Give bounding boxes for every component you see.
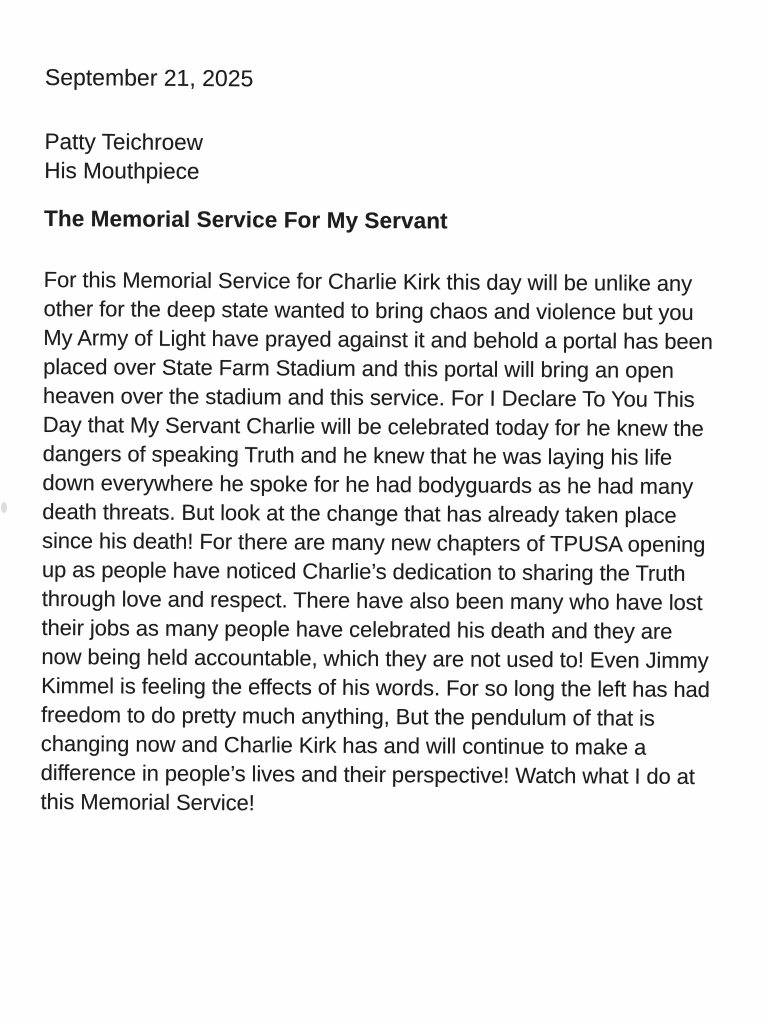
body-line: now being held accountable, which they are not used to! Even Jimmy (41, 643, 709, 674)
letter-date: September 21, 2025 (44, 64, 254, 92)
body-line: My Army of Light have prayed against it and behold a portal has been (43, 324, 713, 355)
body-line: this Memorial Service! (40, 788, 255, 816)
body-line: dangers of speaking Truth and he knew that he was laying his life (42, 440, 673, 470)
author-block (44, 127, 744, 189)
letter-title: The Memorial Service For My Servant (43, 205, 448, 234)
body-line: difference in people’s lives and their perspective! Watch what I do at (40, 759, 695, 789)
body-line: since his death! For there are many new chapters of TPUSA opening (42, 527, 706, 558)
author-subtitle: His Mouthpiece (44, 157, 200, 184)
body-line: Day that My Servant Charlie will be celebrated today for he knew the (42, 411, 704, 442)
letter-body (40, 265, 743, 820)
body-line: For this Memorial Service for Charlie Kirk this day will be unlike any (43, 266, 693, 296)
author-name: Patty Teichroew (44, 128, 204, 155)
scan-artifact (1, 502, 7, 513)
body-line: heaven over the stadium and this service. For I Declare To You This (42, 382, 695, 412)
letter-content (40, 64, 745, 820)
body-line: their jobs as many people have celebrated his death and they are (41, 614, 673, 644)
body-line: down everywhere he spoke for he had bodyguards as he had many (42, 469, 694, 499)
body-line: other for the deep state wanted to bring chaos and violence but you (43, 295, 694, 325)
body-line: placed over State Farm Stadium and this portal will bring an open (43, 353, 674, 383)
body-line: death threats. But look at the change that has already taken place (42, 498, 677, 528)
body-line: freedom to do pretty much anything, But the pendulum of that is (40, 701, 655, 731)
body-line: up as people have noticed Charlie’s dedication to sharing the Truth (41, 556, 686, 586)
body-line: Kimmel is feeling the effects of his words. For so long the left has had (41, 672, 710, 703)
body-line: through love and respect. There have also been many who have lost (41, 585, 703, 616)
body-line: changing now and Charlie Kirk has and will continue to make a (40, 730, 647, 760)
